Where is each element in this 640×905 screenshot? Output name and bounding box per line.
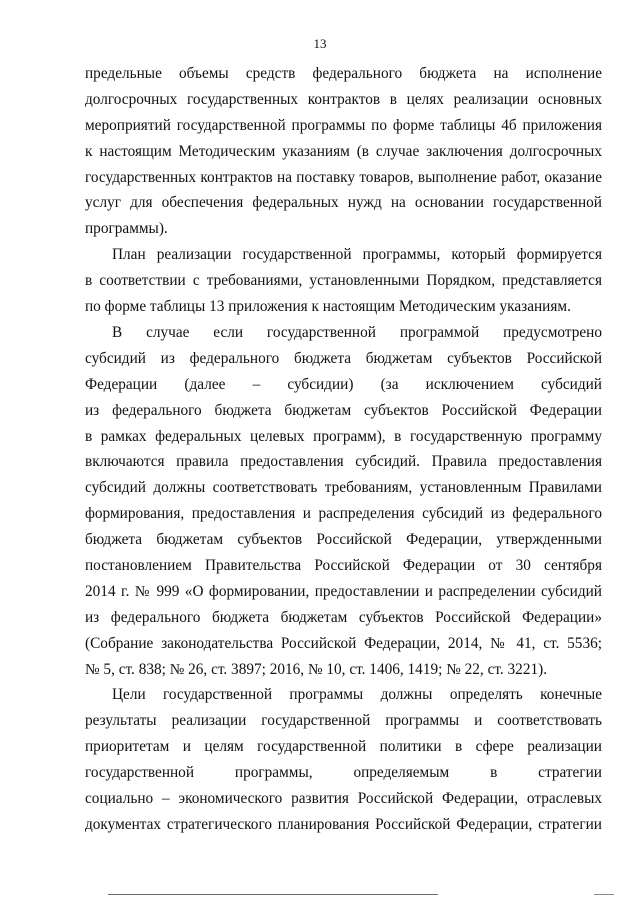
text-line: в соответствии с требованиями, установленными Порядком, представляется [85, 272, 602, 290]
text-line: бюджета бюджетам субъектов Российской Федерации, утвержденными [85, 531, 602, 549]
text-line: (Собрание законодательства Российской Федерации, 2014, № 41, ст. 5536; [85, 634, 602, 652]
paragraph-2 [85, 242, 602, 320]
text-line: План реализации государственной программы, который формируется [112, 246, 602, 264]
text-line: формирования, предоставления и распределения субсидий из федерального [85, 505, 602, 523]
text-line: долгосрочных государственных контрактов в целях реализации основных [85, 90, 602, 108]
text-line: государственной программы, определяемым в стратегии [85, 764, 602, 782]
text-line: услуг для обеспечения федеральных нужд на основании государственной [85, 194, 602, 212]
text-line: социально – экономического развития Российской Федерации, отраслевых [85, 789, 602, 807]
text-line: субсидий должны соответствовать требованиям, установленным Правилами [85, 479, 602, 497]
text-line: Федерации (далее – субсидии) (за исключением субсидий [85, 375, 602, 393]
paragraph-4 [85, 682, 602, 837]
text-line: постановлением Правительства Российской Федерации от 30 сентября [85, 556, 602, 574]
text-line: к настоящим Методическим указаниям (в случае заключения долгосрочных [85, 142, 602, 160]
text-line: В случае если государственной программой предусмотрено [112, 323, 602, 341]
text-line: мероприятий государственной программы по форме таблицы 4б приложения [85, 116, 602, 134]
page-number: 13 [313, 36, 327, 51]
paragraph-3 [85, 320, 602, 682]
text-line: из федерального бюджета бюджетам субъектов Российской Федерации [85, 401, 602, 419]
text-line: результаты реализации государственной программы и соответствовать [85, 712, 602, 730]
text-line: приоритетам и целям государственной политики в сфере реализации [85, 738, 602, 756]
text-line: в рамках федеральных целевых программ), в государственную программу [85, 427, 602, 445]
text-line: № 5, ст. 838; № 26, ст. 3897; 2016, № 10, ст. 1406, 1419; № 22, ст. 3221). [85, 660, 548, 678]
text-line: государственных контрактов на поставку товаров, выполнение работ, оказание [85, 168, 602, 186]
text-line: предельные объемы средств федерального бюджета на исполнение [85, 65, 602, 82]
text-line: программы). [85, 220, 168, 238]
text-line: документах стратегического планирования Российской Федерации, стратегии [85, 815, 602, 833]
document-body [85, 61, 602, 838]
paragraph-1 [85, 61, 602, 242]
text-line: Цели государственной программы должны определять конечные [112, 686, 602, 704]
text-line: субсидий из федерального бюджета бюджетам субъектов Российской [85, 349, 602, 367]
text-line: включаются правила предоставления субсидий. Правила предоставления [85, 453, 602, 471]
text-line: по форме таблицы 13 приложения к настоящим Методическим указаниям. [85, 298, 571, 316]
footer-divider-short [594, 894, 614, 895]
text-line: 2014 г. № 999 «О формировании, предоставлении и распределении субсидий [85, 582, 602, 600]
text-line: из федерального бюджета бюджетам субъектов Российской Федерации» [85, 608, 602, 626]
footer-divider [108, 894, 438, 895]
